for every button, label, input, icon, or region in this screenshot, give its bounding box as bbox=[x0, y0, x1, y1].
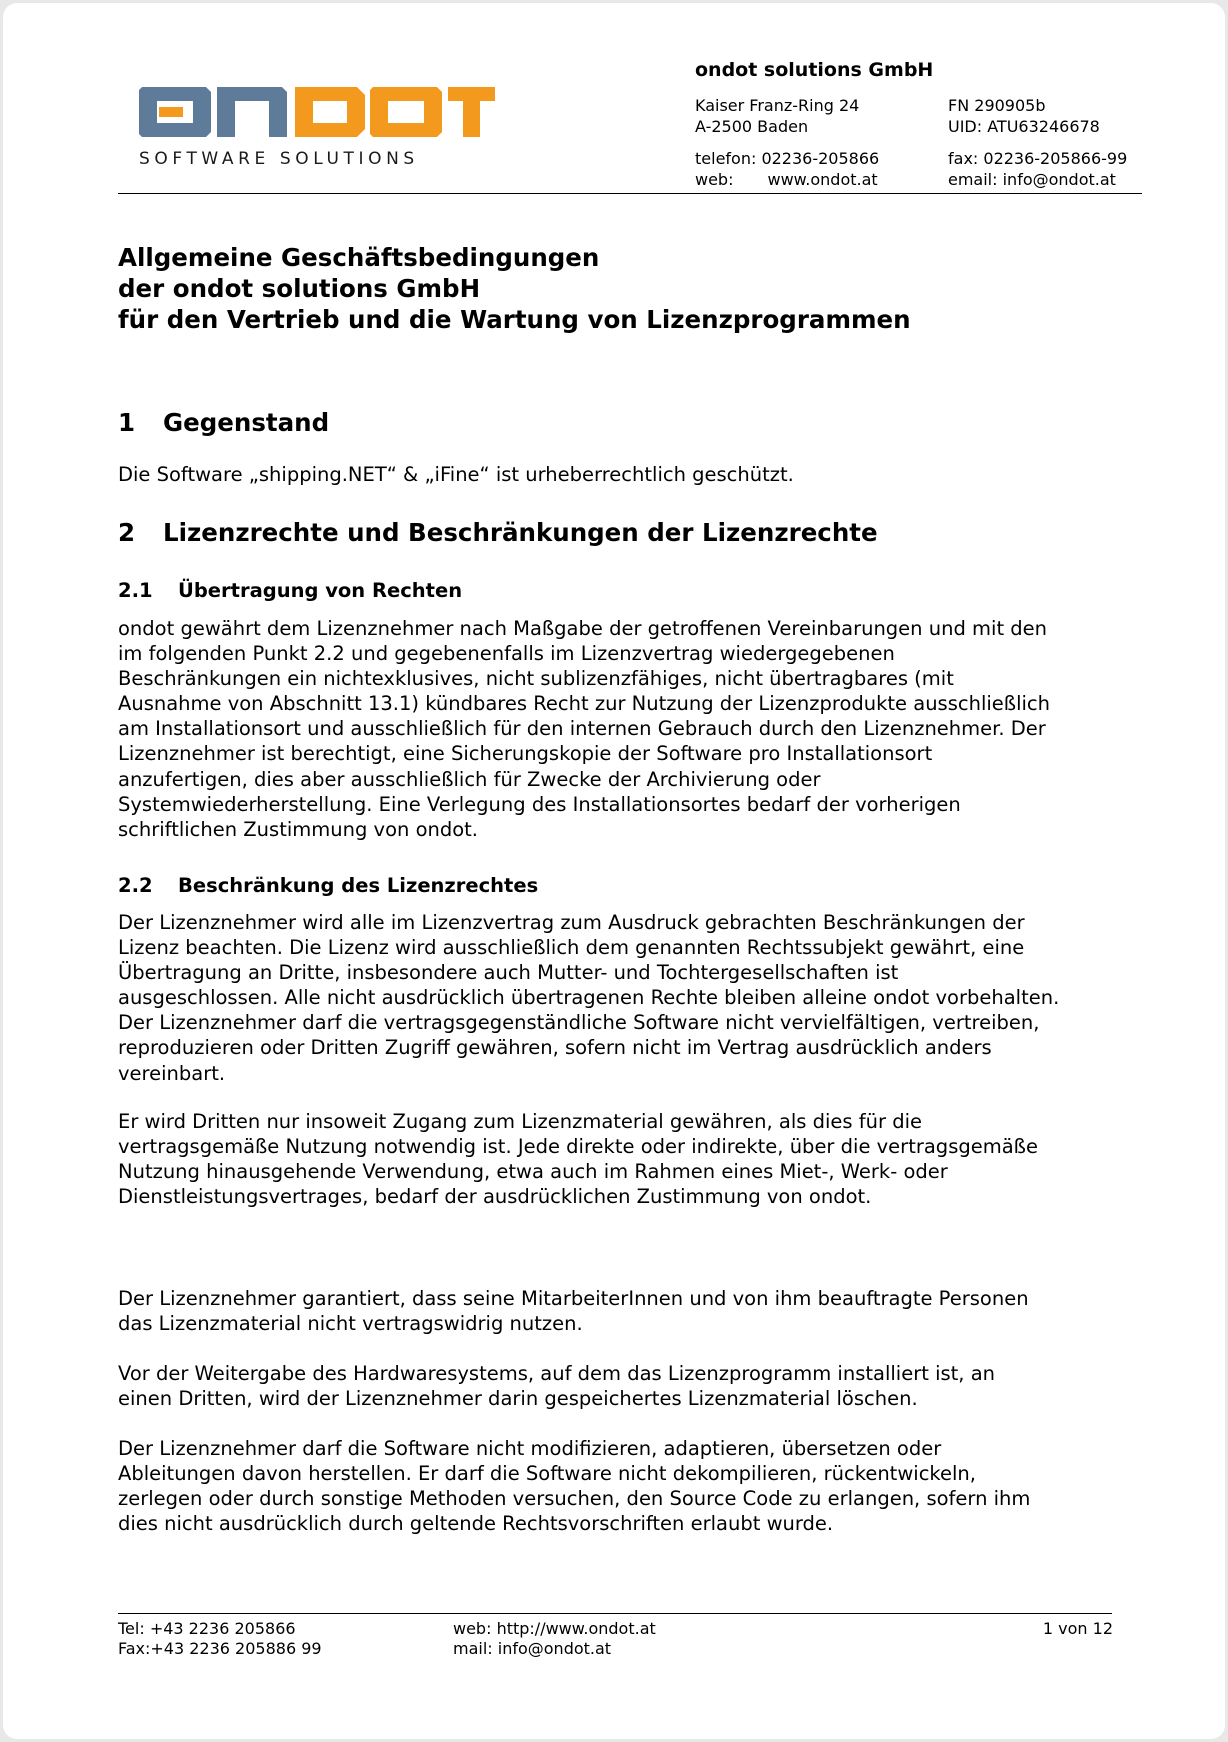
website-link[interactable]: www.ondot.at bbox=[767, 170, 878, 189]
address-city: A-2500 Baden bbox=[695, 117, 809, 136]
text-line: Ableitungen davon herstellen. Er darf die Software nicht dekompilieren, rückentwickeln, bbox=[118, 1462, 976, 1486]
section-2-2-paragraph-4 bbox=[118, 1361, 1118, 1411]
section-2-2-paragraph-5 bbox=[118, 1436, 1118, 1536]
text-line: ondot gewährt dem Lizenznehmer nach Maßgabe der getroffenen Vereinbarungen und mit den bbox=[118, 617, 1048, 640]
text-line: dies nicht ausdrücklich durch geltende Rechtsvorschriften erlaubt wurde. bbox=[118, 1512, 834, 1536]
phone-number: telefon: 02236-205866 bbox=[695, 149, 880, 168]
text-line: Übertragung an Dritte, insbesondere auch Mutter- und Tochtergesellschaften ist bbox=[118, 961, 899, 985]
section-2-2-paragraph-1 bbox=[118, 910, 1118, 1086]
website-line bbox=[695, 169, 878, 190]
title-line: Allgemeine Geschäftsbedingungen bbox=[118, 243, 600, 272]
title-line: für den Vertrieb und die Wartung von Lizenzprogrammen bbox=[118, 305, 911, 334]
section-number: 2 bbox=[118, 518, 136, 547]
text-line: Ausnahme von Abschnitt 13.1) kündbares Recht zur Nutzung der Lizenzprodukte ausschließlich bbox=[118, 692, 1050, 716]
text-line: Nutzung hinausgehende Verwendung, etwa auch im Rahmen eines Miet-, Werk- oder bbox=[118, 1160, 948, 1184]
text-line: Der Lizenznehmer darf die vertragsgegenständliche Software nicht vervielfältigen, vertreiben, bbox=[118, 1011, 1040, 1035]
section-title: Gegenstand bbox=[163, 408, 330, 437]
address-street: Kaiser Franz-Ring 24 bbox=[695, 96, 860, 115]
website-label: web: bbox=[695, 170, 734, 189]
section-title: Übertragung von Rechten bbox=[178, 579, 463, 602]
text-line: Beschränkungen ein nichtexklusives, nicht sublizenzfähiges, nicht übertragbares (mit bbox=[118, 667, 954, 691]
text-line: am Installationsort und ausschließlich für den internen Gebrauch durch den Lizenznehmer. Der bbox=[118, 717, 1046, 741]
footer-divider bbox=[118, 1613, 1112, 1614]
fax-number: fax: 02236-205866-99 bbox=[948, 149, 1128, 168]
section-title: Lizenzrechte und Beschränkungen der Lizenzrechte bbox=[163, 518, 878, 547]
footer-web[interactable]: web: http://www.ondot.at bbox=[453, 1619, 656, 1638]
section-1-heading bbox=[118, 408, 329, 437]
document-title bbox=[118, 242, 1118, 335]
section-title: Beschränkung des Lizenzrechtes bbox=[178, 874, 539, 897]
text-line: Lizenznehmer ist berechtigt, eine Sicherungskopie der Software pro Installationsort bbox=[118, 742, 933, 766]
section-2-2-paragraph-2 bbox=[118, 1109, 1118, 1209]
text-line: das Lizenzmaterial nicht vertragswidrig nutzen. bbox=[118, 1312, 583, 1336]
section-1-text bbox=[118, 462, 1118, 487]
section-2-heading bbox=[118, 518, 878, 547]
section-number: 1 bbox=[118, 408, 136, 437]
text-line: einen Dritten, wird der Lizenznehmer darin gespeichertes Lizenzmaterial löschen. bbox=[118, 1387, 918, 1411]
text-line: Lizenz beachten. Die Lizenz wird ausschließlich dem genannten Rechtssubjekt gewährt, eine bbox=[118, 936, 1025, 960]
vat-id: UID: ATU63246678 bbox=[948, 117, 1100, 136]
footer-online bbox=[453, 1619, 656, 1659]
text-line: im folgenden Punkt 2.2 und gegebenenfalls im Lizenzvertrag wiedergegebenen bbox=[118, 642, 895, 666]
text-line: Die Software „shipping.NET“ & „iFine“ ist urheberrechtlich geschützt. bbox=[118, 463, 794, 486]
text-line: vertragsgemäße Nutzung notwendig ist. Jede direkte oder indirekte, über die vertragsgemäße bbox=[118, 1135, 1038, 1159]
text-line: zerlegen oder durch sonstige Methoden versuchen, den Source Code zu erlangen, sofern ihm bbox=[118, 1487, 1031, 1511]
text-line: Der Lizenznehmer darf die Software nicht modifizieren, adaptieren, übersetzen oder bbox=[118, 1437, 942, 1460]
section-2-1-text bbox=[118, 616, 1118, 842]
ondot-logo bbox=[139, 87, 495, 137]
footer-mail[interactable]: mail: info@ondot.at bbox=[453, 1639, 612, 1658]
section-2-1-heading bbox=[118, 579, 462, 602]
email-address[interactable]: email: info@ondot.at bbox=[948, 170, 1116, 189]
text-line: schriftlichen Zustimmung von ondot. bbox=[118, 817, 479, 841]
text-line: ausgeschlossen. Alle nicht ausdrücklich übertragenen Rechte bleiben alleine ondot vorbehalten. bbox=[118, 986, 1060, 1010]
footer-contact bbox=[118, 1619, 322, 1659]
footer-fax: Fax:+43 2236 205886 99 bbox=[118, 1639, 322, 1658]
text-line: Der Lizenznehmer wird alle im Lizenzvertrag zum Ausdruck gebrachten Beschränkungen der bbox=[118, 911, 1025, 934]
text-line: anzufertigen, dies aber ausschließlich für Zwecke der Archivierung oder bbox=[118, 767, 821, 791]
text-line: reproduzieren oder Dritten Zugriff gewähren, sofern nicht im Vertrag ausdrücklich anders bbox=[118, 1036, 992, 1060]
text-line: Systemwiederherstellung. Eine Verlegung des Installationsortes bedarf der vorherigen bbox=[118, 792, 961, 816]
page-number: 1 von 12 bbox=[1042, 1619, 1113, 1638]
section-number: 2.2 bbox=[118, 874, 153, 897]
text-line: Der Lizenznehmer garantiert, dass seine MitarbeiterInnen und von ihm beauftragte Personen bbox=[118, 1287, 1029, 1310]
text-line: Vor der Weitergabe des Hardwaresystems, auf dem das Lizenzprogramm installiert ist, an bbox=[118, 1362, 996, 1385]
footer-phone: Tel: +43 2236 205866 bbox=[118, 1619, 296, 1638]
text-line: Dienstleistungsvertrages, bedarf der ausdrücklichen Zustimmung von ondot. bbox=[118, 1185, 872, 1209]
logo-subtitle: SOFTWARE SOLUTIONS bbox=[139, 149, 419, 169]
company-name: ondot solutions GmbH bbox=[695, 59, 934, 81]
section-2-2-paragraph-3 bbox=[118, 1286, 1118, 1336]
text-line: Er wird Dritten nur insoweit Zugang zum Lizenzmaterial gewähren, als dies für die bbox=[118, 1110, 923, 1133]
document-page bbox=[3, 3, 1225, 1739]
section-number: 2.1 bbox=[118, 579, 153, 602]
company-register-number: FN 290905b bbox=[948, 96, 1046, 115]
title-line: der ondot solutions GmbH bbox=[118, 274, 481, 303]
section-2-2-heading bbox=[118, 874, 538, 897]
header-divider bbox=[118, 193, 1142, 194]
text-line: vereinbart. bbox=[118, 1061, 226, 1085]
